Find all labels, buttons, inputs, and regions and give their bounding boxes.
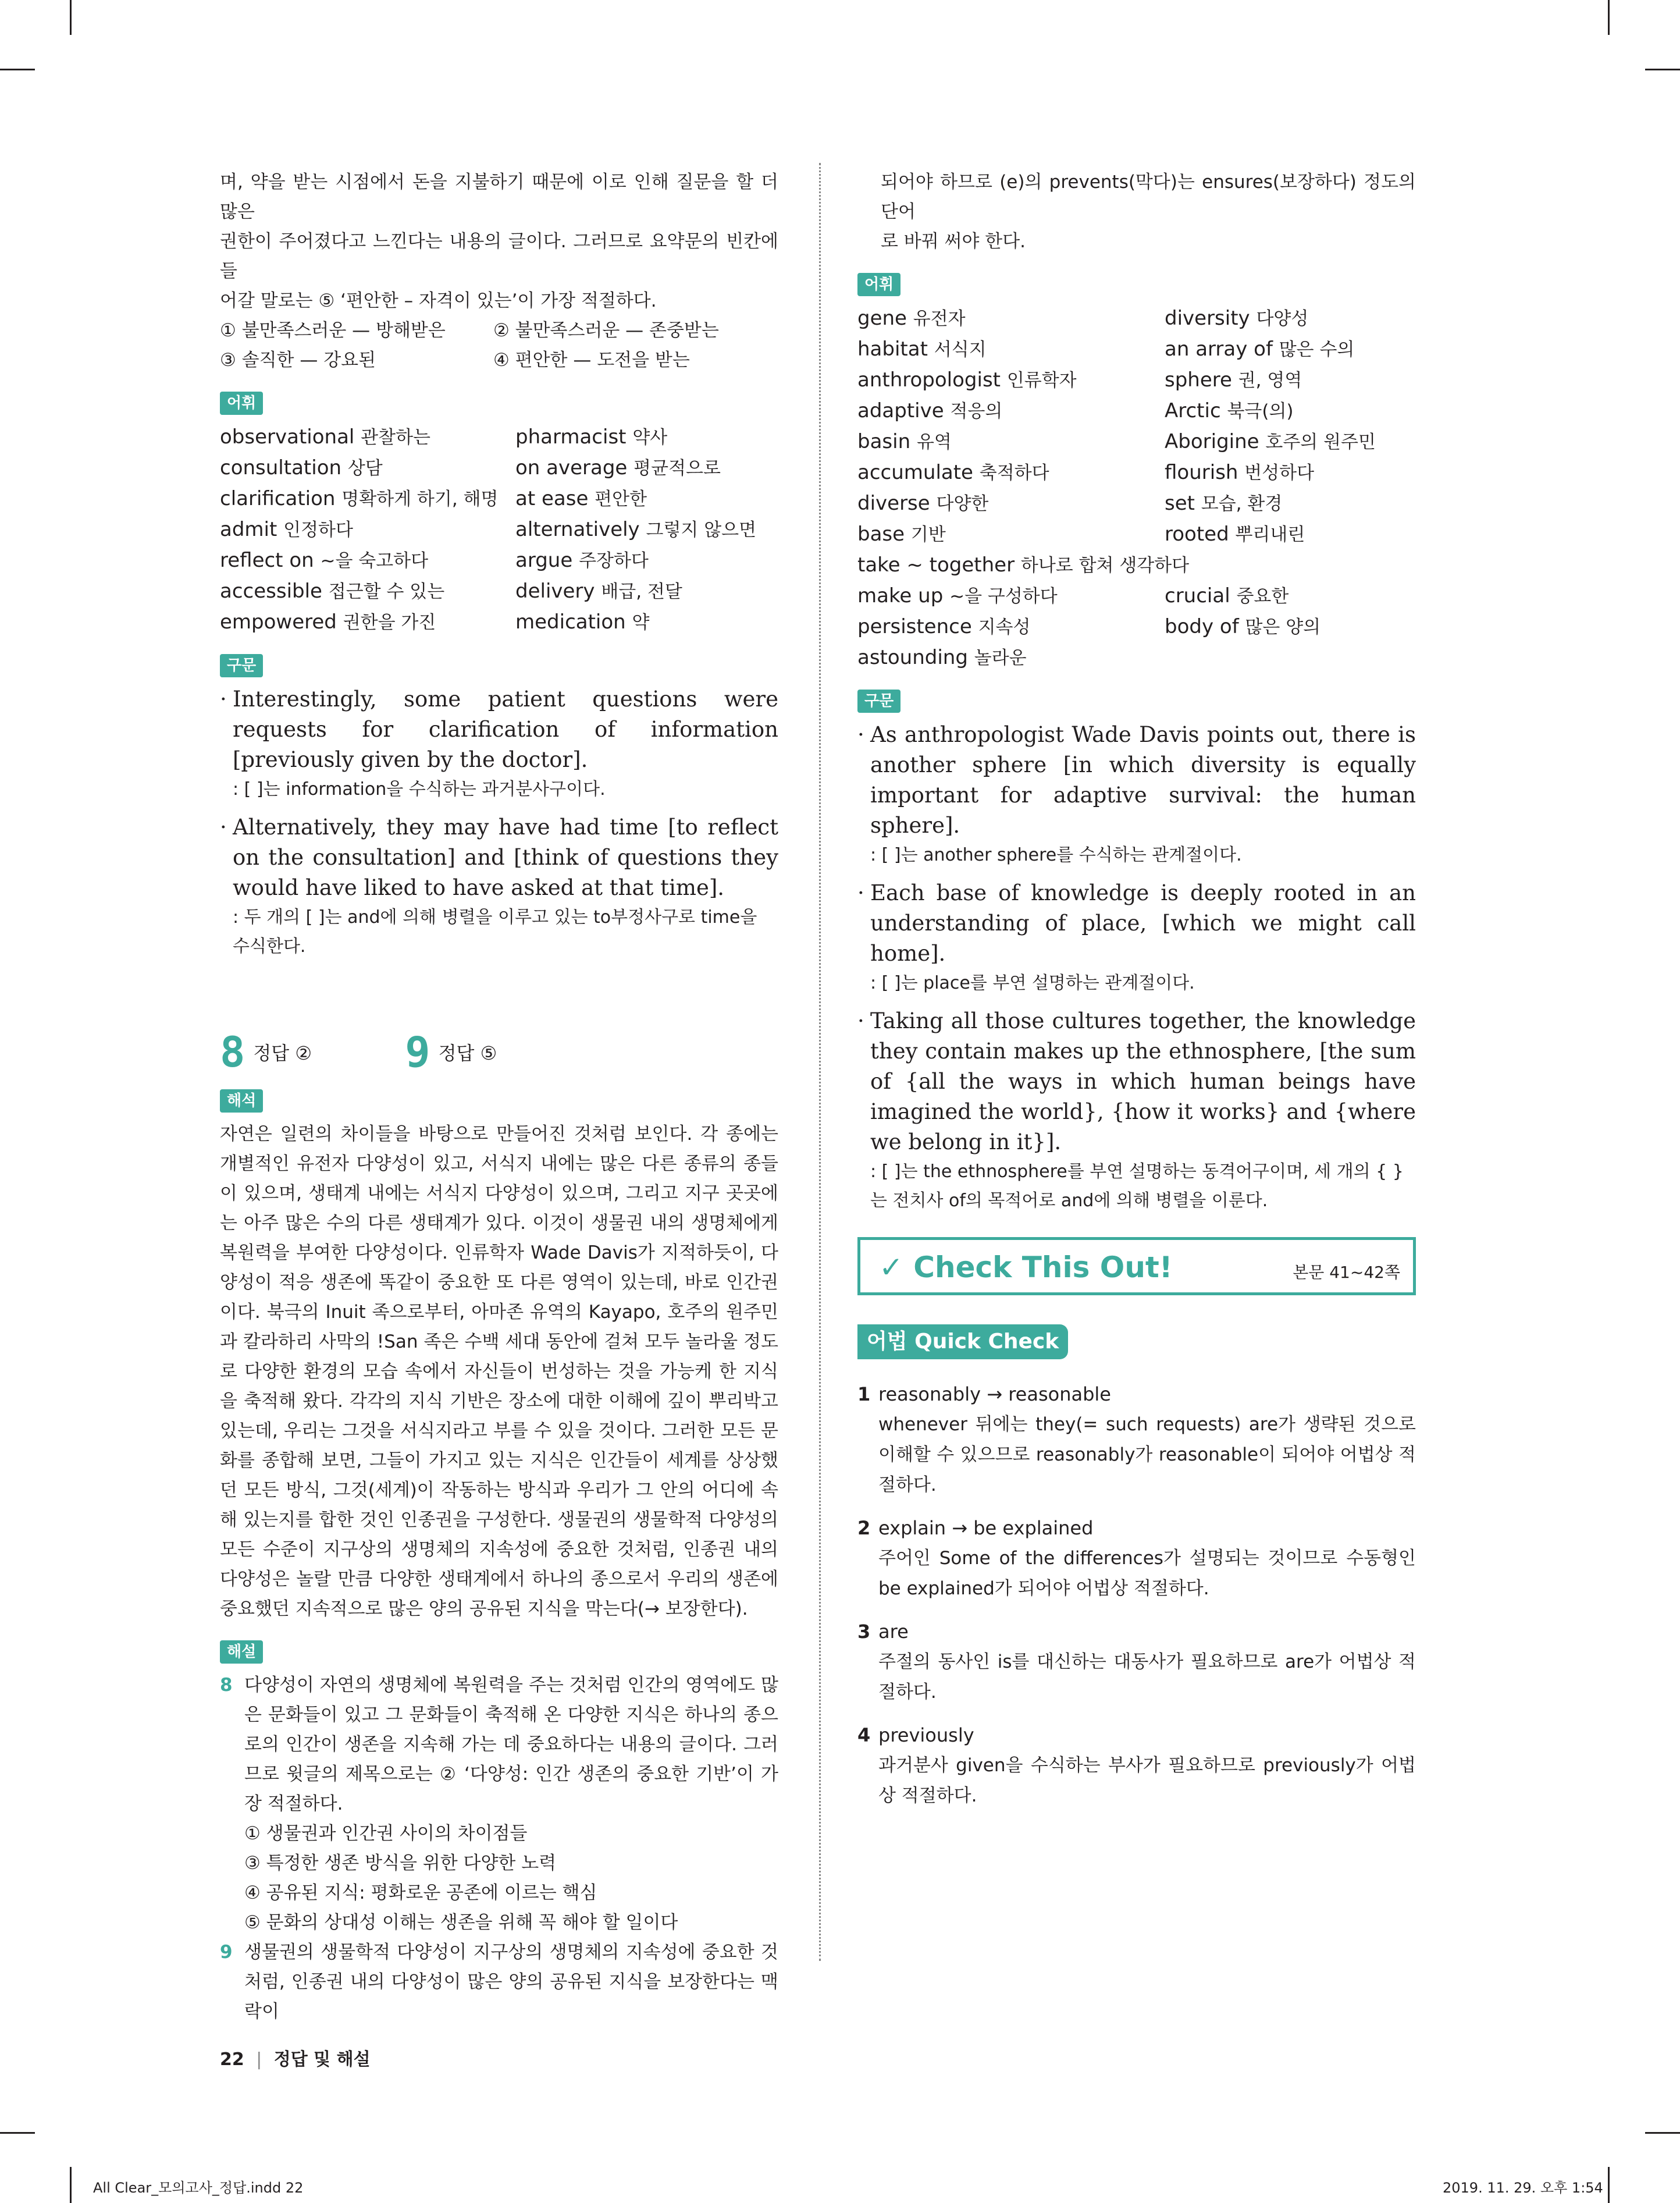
vocab-tag: 어휘 [220,392,263,415]
quick-check-head [857,1720,1416,1750]
quick-check-head [857,1379,1416,1409]
vocab-entry [857,303,1165,334]
syntax-list [220,684,778,961]
vocab-entry [1165,334,1416,365]
vocab-meaning: 북극(의) [1227,401,1294,422]
vocab-entry [1165,642,1416,673]
vocab-entry [857,334,1165,365]
syntax-note: : [ ]는 place를 부연 설명하는 관계절이다. [870,973,1195,993]
syntax-note: : [ ]는 another sphere를 수식하는 관계절이다. [870,845,1242,865]
vocab-meaning: 인류학자 [1006,370,1077,391]
vocab-entry [857,396,1165,427]
syntax-text: Taking all those cultures together, the knowledge they contain makes up the ethnosphere, [the sum of {all the ways in which human beings have imagined the world}, {how it works} and {where we belong in it}]. [870,1008,1416,1154]
syntax-sentence [220,684,778,775]
vocab-entry [220,514,515,545]
vocab-meaning: 적응의 [950,401,1003,422]
vocab-meaning: 그렇지 않으면 [646,520,757,541]
vocab-entry [220,453,515,484]
crop-mark [1608,2167,1610,2203]
option: ④ 편안한 — 도전을 받는 [493,350,690,371]
vocab-word: delivery [515,580,595,603]
vocab-list [857,303,1416,673]
explanation-8 [220,1671,778,1819]
vocab-meaning: 서식지 [934,339,987,360]
quick-check-item [857,1379,1416,1500]
vocab-entry [515,453,778,484]
vocab-word: accumulate [857,461,973,484]
quick-check-answer: reasonably → reasonable [878,1383,1111,1405]
vocab-word: anthropologist [857,368,1001,392]
bullet-icon: · [220,815,227,840]
vocab-entry [1165,396,1416,427]
option: ③ 솔직한 — 강요된 [220,350,376,371]
vocab-word: an array of [1165,337,1273,361]
vocab-word: flourish [1165,461,1238,484]
vocab-meaning: ~을 숙고하다 [320,550,429,571]
vocab-word: basin [857,430,911,453]
crop-mark [0,2132,35,2134]
vocab-word: body of [1165,615,1239,638]
vocab-list [220,422,778,638]
check-title: ✓ Check This Out! [879,1250,1173,1284]
vocab-entry [1165,365,1416,396]
translation-text: 자연은 일련의 차이들을 바탕으로 만들어진 것처럼 보인다. 각 종에는 개별적인 유전자 다양성이 있고, 서식지 내에는 많은 다른 종류의 종들이 있으며, 생태계 내에는 서식지 다양성이 있으며, 그리고 지구 곳곳에는 아주 많은 수의 다른 생태계가 있다. 이것이 생물권 내의 생명체에게 복원력을 부여한 다양성이다. 인류학자 Wade Davis가 지적하듯이, 다양성이 적응 생존에 똑같이 중요한 또 다른 영역이 있는데, 바로 인간권이다. 북극의 Inuit 족으로부터, 아마존 유역의 Kayapo, 호주의 원주민과 칼라하리 사막의 !San 족은 수백 세대 동안에 걸쳐 모두 놀라울 정도로 다양한 환경의 모습 속에서 자신들이 번성하는 것을 가능케 한 지식을 축적해 왔다. 각각의 지식 기반은 장소에 대한 이해에 깊이 뿌리박고 있는데, 우리는 그것을 서식지라고 부를 수 있을 것이다. 그러한 모든 문화를 종합해 보면, 그들이 가지고 있는 지식은 인간들이 세계를 상상했던 모든 방식, 그것(세계)이 작동하는 방식과 우리가 그 안의 어디에 속해 있는지를 합한 것인 인종권을 구성한다. 생물권의 생물학적 다양성의 모든 수준이 지구상의 생명체의 지속성에 중요한 것처럼, 인종권 내의 다양성은 놀랄 만큼 다양한 생태계에서 하나의 종으로서 우리의 생존에 중요했던 지속적으로 많은 양의 공유된 지식을 막는다(→ 보장한다). [220,1124,778,1619]
vocab-word: rooted [1165,523,1229,546]
syntax-sentence [857,720,1416,841]
vocab-word: observational [220,425,355,449]
vocab-entry [857,488,1165,519]
vocab-meaning: 축적하다 [979,463,1049,484]
syntax-list [857,720,1416,1216]
vocab-meaning: 다양성 [1256,308,1309,329]
syntax-sentence [857,1006,1416,1157]
explanation-9 [220,1938,778,2027]
vocab-meaning: 중요한 [1236,586,1289,607]
question-number: 8 [220,1028,245,1076]
vocab-entry [1165,612,1416,642]
vocab-word: adaptive [857,399,944,422]
syntax-tag: 구문 [220,654,263,677]
crop-mark [0,69,35,70]
vocab-entry [515,545,778,576]
vocab-meaning: 지속성 [978,617,1031,638]
explanation-tag: 해설 [220,1640,263,1664]
explanation-text: 생물권의 생물학적 다양성이 지구상의 생명체의 지속성에 중요한 것처럼, 인종권 내의 다양성이 많은 양의 공유된 지식을 보장한다는 맥락이 [244,1942,778,2022]
page-reference: 본문 41~42쪽 [1293,1263,1400,1282]
vocab-entry [857,427,1165,457]
vocab-word: astounding [857,646,968,669]
syntax-text: Each base of knowledge is deeply rooted in an understanding of place, [which we might call home]. [870,880,1416,966]
vocab-entry [220,545,515,576]
vocab-meaning: 많은 양의 [1245,617,1321,638]
page-footer: 22 | 정답 및 해설 [220,2049,371,2070]
vocab-entry [857,519,1165,550]
vocab-meaning: 평균적으로 [633,458,721,479]
vocab-word: at ease [515,487,589,510]
vocab-meaning: 권, 영역 [1238,370,1302,391]
vocab-entry [1165,488,1416,519]
vocab-entry [220,576,515,607]
vocab-word: habitat [857,337,928,361]
vocab-meaning: 많은 수의 [1279,339,1355,360]
intro-text [220,168,778,316]
vocab-word: Arctic [1165,399,1221,422]
syntax-text: Interestingly, some patient questions were requests for clarification of information [previously given by the doctor]. [233,687,778,772]
vocab-entry [1165,581,1416,612]
vocab-word: alternatively [515,518,640,541]
explanation-option: ④ 공유된 지식: 평화로운 공존에 이르는 핵심 [244,1882,597,1903]
vocab-word: base [857,523,905,546]
quick-check-explanation: 과거분사 given을 수식하는 부사가 필요하므로 previously가 어법상 적절하다. [878,1755,1416,1806]
vocab-entry [857,550,1416,581]
quick-check-explanation: whenever 뒤에는 they(= such requests) are가 생략된 것으로 이해할 수 있으므로 reasonably가 reasonable이 되어야 어법상 적절하다. [878,1414,1416,1495]
answer-label: 정답 ⑤ [438,1042,497,1064]
section-title: 정답 및 해설 [273,2049,371,2070]
crop-mark [1608,0,1610,35]
text-line: 로 바꿔 써야 한다. [881,231,1026,252]
explanation-text: 다양성이 자연의 생명체에 복원력을 주는 것처럼 인간의 영역에도 많은 문화들이 있고 그 문화들이 축적해 온 다양한 지식은 하나의 종으로의 인간이 생존을 지속해 가는 데 중요하다는 내용의 글이다. 그러므로 윗글의 제목으로는 ② ‘다양성: 인간 생존의 중요한 기반’이 가장 적절하다. [244,1675,778,1814]
vocab-entry [1165,457,1416,488]
bullet-icon: · [857,1008,864,1033]
slug-date: 2019. 11. 29. 오후 1:54 [1443,2180,1603,2196]
vocab-word: argue [515,549,573,572]
vocab-word: take ~ together [857,553,1015,577]
vocab-meaning: 편안한 [595,489,647,510]
vocab-word: gene [857,307,907,330]
quick-check-answer: previously [878,1724,974,1746]
left-column [220,168,778,2027]
quick-check-answer: are [878,1621,909,1643]
bullet-icon: · [857,722,864,747]
syntax-sentence [857,878,1416,969]
vocab-meaning: 다양한 [936,493,989,514]
answer-label: 정답 ② [253,1042,312,1064]
vocab-word: on average [515,456,628,479]
vocab-meaning: 접근할 수 있는 [328,581,445,602]
quick-check-head [857,1513,1416,1543]
vocab-entry [857,581,1165,612]
explanation-option: ⑤ 문화의 상대성 이해는 생존을 위해 꼭 해야 할 일이다 [244,1912,678,1933]
vocab-meaning: 약사 [632,427,668,448]
vocab-meaning: ~을 구성하다 [949,586,1058,607]
vocab-meaning: 뿌리내린 [1235,524,1305,545]
translation-tag: 해석 [220,1089,263,1113]
explanation-number: 8 [220,1675,233,1696]
answer-row [220,1028,778,1076]
vocab-meaning: 기반 [910,524,946,545]
crop-mark [70,2167,72,2203]
syntax-text: As anthropologist Wade Davis points out, there is another sphere [in which diversity is equally important for adaptive survival: the human sphere]. [870,722,1416,838]
quick-check-explanation: 주절의 동사인 is를 대신하는 대동사가 필요하므로 are가 어법상 적절하다. [878,1651,1416,1703]
quick-check-number: 1 [857,1383,871,1405]
vocab-meaning: 번성하다 [1244,463,1315,484]
vocab-entry [515,514,778,545]
vocab-meaning: 하나로 합쳐 생각하다 [1020,555,1190,576]
quick-check-number: 4 [857,1724,871,1746]
vocab-entry [220,422,515,453]
vocab-entry [515,576,778,607]
vocab-entry [857,457,1165,488]
vocab-word: set [1165,492,1195,515]
vocab-word: diverse [857,492,930,515]
vocab-word: accessible [220,580,322,603]
vocab-word: diversity [1165,307,1250,330]
crop-mark [70,0,72,35]
page-number: 22 [220,2049,244,2070]
crop-mark [1645,69,1680,70]
syntax-text: Alternatively, they may have had time [to reflect on the consultation] and [think of questions they would have liked to have asked at that time]. [233,815,778,900]
vocab-word: sphere [1165,368,1232,392]
slug-file: All Clear_모의고사_정답.indd 22 [93,2180,304,2196]
vocab-meaning: 배급, 전달 [601,581,682,602]
text-line: 권한이 주어졌다고 느낀다는 내용의 글이다. 그러므로 요약문의 빈칸에 들 [220,231,778,282]
vocab-entry [220,607,515,638]
explanation-option: ① 생물권과 인간권 사이의 차이점들 [244,1823,528,1844]
vocab-word: crucial [1165,584,1230,607]
answer-options [220,316,778,375]
vocab-word: medication [515,610,626,634]
vocab-entry [220,484,515,514]
vocab-word: pharmacist [515,425,627,449]
quick-check-head [857,1616,1416,1647]
option: ① 불만족스러운 — 방해받은 [220,320,446,341]
vocab-entry [857,612,1165,642]
vocab-word: consultation [220,456,342,479]
vocab-word: clarification [220,487,336,510]
quick-check-number: 2 [857,1517,871,1539]
syntax-note: : [ ]는 the ethnosphere를 부연 설명하는 동격어구이며, 세 개의 { }는 전치사 of의 목적어로 and에 의해 병렬을 이룬다. [870,1161,1404,1211]
vocab-word: make up [857,584,944,607]
vocab-word: Aborigine [1165,430,1259,453]
text-line: 어갈 말로는 ⑤ ‘편안한 – 자격이 있는’이 가장 적절하다. [220,290,657,311]
text-line: 되어야 하므로 (e)의 prevents(막다)는 ensures(보장하다) 정도의 단어 [881,172,1416,222]
syntax-tag: 구문 [857,690,900,713]
vocab-meaning: 명확하게 하기, 해명 [341,489,499,510]
quick-check-title: 어법 Quick Check [857,1324,1068,1359]
option: ② 불만족스러운 — 존중받는 [493,320,719,341]
explanation-number: 9 [220,1942,233,1963]
question-number: 9 [405,1028,430,1076]
vocab-word: reflect on [220,549,314,572]
vocab-meaning: 관찰하는 [361,427,430,448]
column-separator [819,163,821,1961]
vocab-meaning: 놀라운 [974,648,1027,669]
syntax-sentence [220,812,778,903]
vocab-entry [1165,519,1416,550]
vocab-entry [1165,303,1416,334]
vocab-entry [857,642,1165,673]
crop-mark [1645,2132,1680,2134]
vocab-meaning: 인정하다 [283,520,353,541]
vocab-meaning: 상담 [347,458,383,479]
vocab-word: empowered [220,610,337,634]
quick-check-explanation: 주어인 Some of the differences가 설명되는 것이므로 수동형인 be explained가 되어야 어법상 적절하다. [878,1548,1416,1599]
vocab-meaning: 주장하다 [579,550,649,571]
vocab-entry [515,484,778,514]
vocab-meaning: 유역 [916,432,952,453]
quick-check-answer: explain → be explained [878,1517,1094,1539]
vocab-entry [857,365,1165,396]
right-column [857,168,1416,1224]
quick-check-item [857,1513,1416,1604]
vocab-meaning: 유전자 [913,308,966,329]
check-this-out-box [857,1237,1416,1295]
vocab-word: admit [220,518,277,541]
quick-check-list [857,1379,1416,1824]
quick-check-item [857,1720,1416,1811]
vocab-tag: 어휘 [857,273,900,296]
bullet-icon: · [857,880,864,905]
vocab-meaning: 모습, 환경 [1201,493,1283,514]
vocab-entry [515,422,778,453]
vocab-meaning: 권한을 가진 [343,612,436,633]
quick-check-item [857,1616,1416,1707]
vocab-meaning: 호주의 원주민 [1265,432,1376,453]
syntax-note: : [ ]는 information을 수식하는 과거분사구이다. [233,779,606,800]
quick-check-number: 3 [857,1621,871,1643]
explanation-option: ③ 특정한 생존 방식을 위한 다양한 노력 [244,1853,557,1874]
syntax-note: : 두 개의 [ ]는 and에 의해 병렬을 이루고 있는 to부정사구로 time을 수식한다. [233,907,757,957]
vocab-meaning: 약 [632,612,650,633]
text-line: 며, 약을 받는 시점에서 돈을 지불하기 때문에 이로 인해 질문을 할 더 많은 [220,172,778,222]
vocab-word: persistence [857,615,972,638]
vocab-entry [515,607,778,638]
bullet-icon: · [220,687,227,712]
vocab-entry [1165,427,1416,457]
